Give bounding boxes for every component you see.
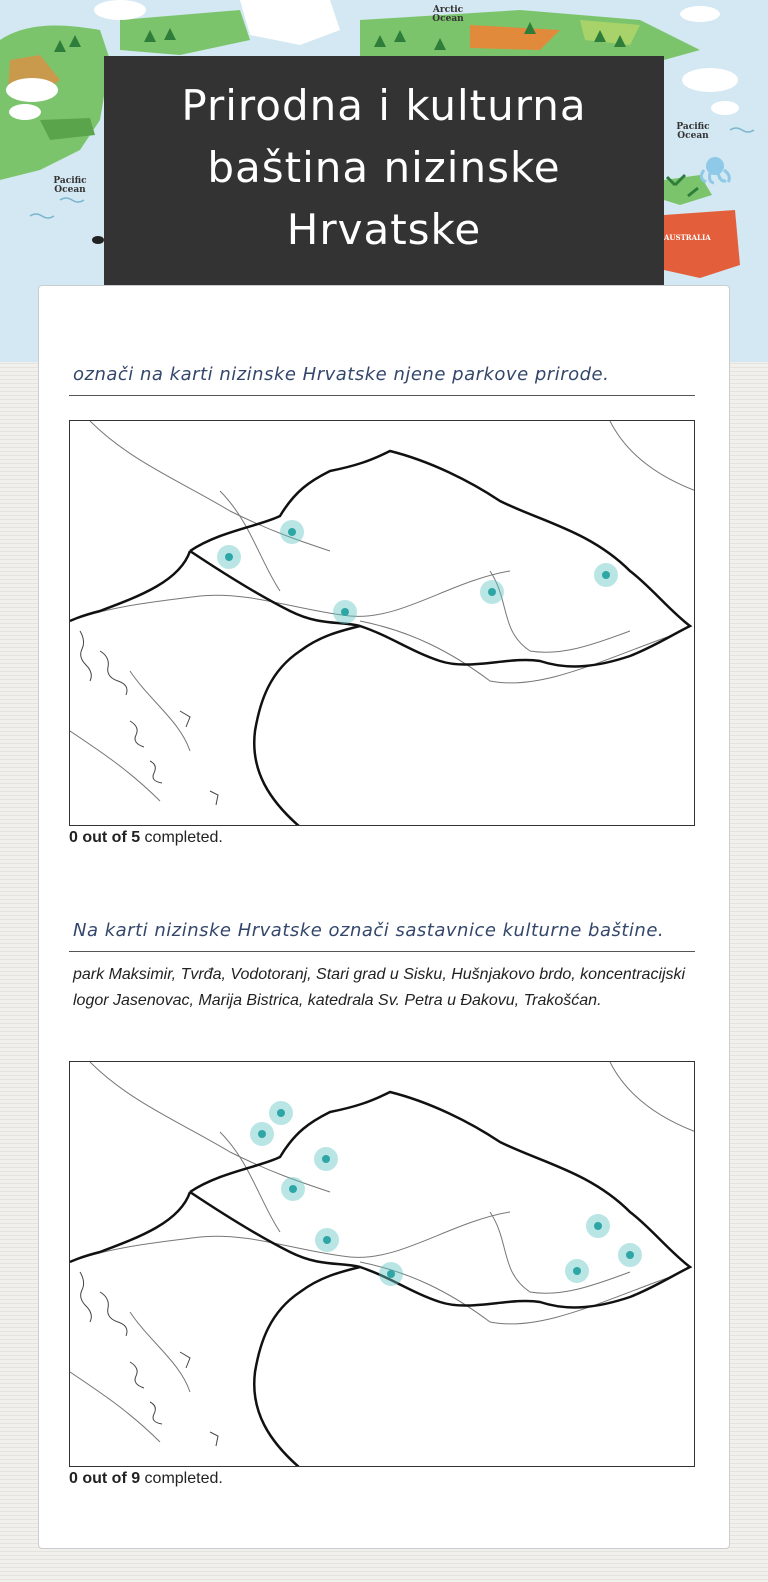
map-pin[interactable] (586, 1214, 610, 1238)
australia-label: AUSTRALIA (664, 233, 711, 242)
croatia-map-outline (70, 421, 695, 826)
map-pin[interactable] (379, 1262, 403, 1286)
task1-progress (69, 829, 223, 847)
task1-instruction: označi na karti nizinske Hrvatske njene parkove prirode. (69, 364, 695, 396)
map-pin[interactable] (565, 1259, 589, 1283)
task1-progress-count: 0 out of 5 (69, 829, 141, 846)
task-natural-parks (69, 364, 695, 396)
page-title: Prirodna i kulturna baština nizinske Hrvatske (181, 80, 587, 254)
map-pin[interactable] (269, 1101, 293, 1125)
map-pin[interactable] (280, 520, 304, 544)
map-pin[interactable] (281, 1177, 305, 1201)
title-box (104, 56, 664, 285)
task2-progress-suffix: completed. (140, 1470, 223, 1487)
map-pin[interactable] (314, 1147, 338, 1171)
task2-progress-count: 0 out of 9 (69, 1470, 141, 1487)
map-pin[interactable] (333, 600, 357, 624)
task2-instruction: Na karti nizinske Hrvatske označi sastavnice kulturne baštine. (69, 920, 695, 952)
map-lowland-croatia-2 (69, 1061, 695, 1467)
pacific-ocean-label-left: Pacific Ocean (53, 176, 87, 195)
map-lowland-croatia-1 (69, 420, 695, 826)
map-pin[interactable] (250, 1122, 274, 1146)
worksheet-card (38, 285, 730, 1549)
map-pin[interactable] (315, 1228, 339, 1252)
pacific-ocean-label-right: Pacific Ocean (676, 122, 710, 141)
task2-description: park Maksimir, Tvrđa, Vodotoranj, Stari grad u Sisku, Hušnjakovo brdo, koncentracijski logor Jasenovac, Marija Bistrica, katedrala Sv. Petra u Đakovu, Trakošćan. (73, 966, 686, 1009)
map-pin[interactable] (480, 580, 504, 604)
map-pin[interactable] (594, 563, 618, 587)
map-pin[interactable] (618, 1243, 642, 1267)
task-cultural-heritage (69, 920, 695, 1014)
map-pin[interactable] (217, 545, 241, 569)
task2-progress (69, 1470, 223, 1488)
arctic-ocean-label: Arctic Ocean (432, 5, 464, 24)
task1-progress-suffix: completed. (140, 829, 223, 846)
